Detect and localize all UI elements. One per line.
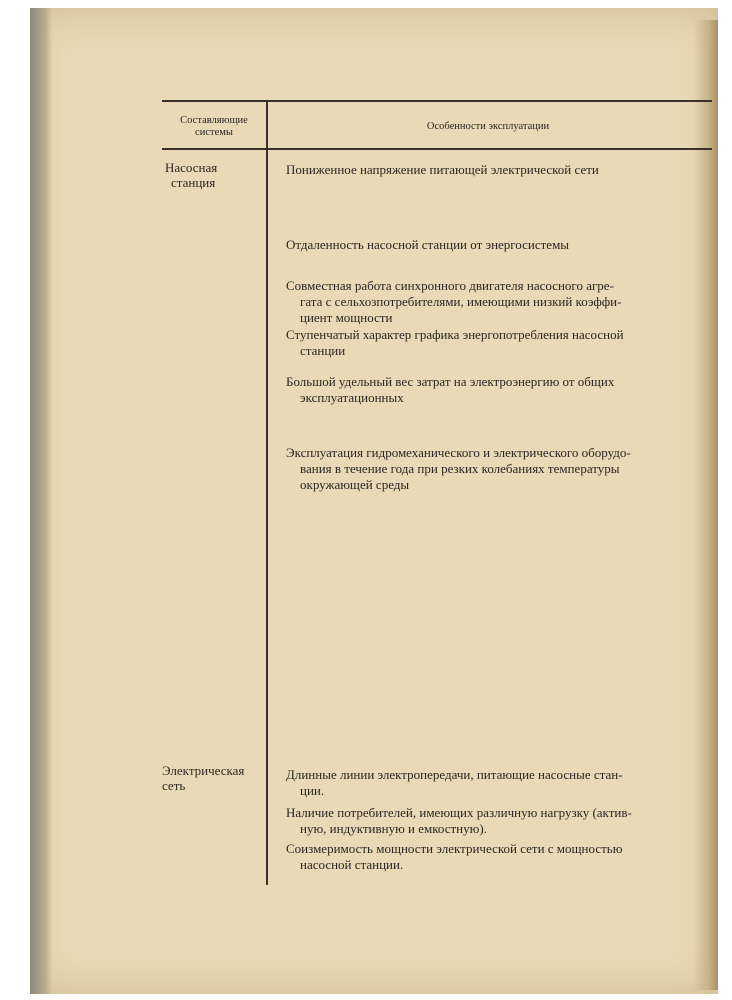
- feature-line: ную, индуктивную и емкостную).: [300, 821, 487, 836]
- header-bottom-rule: [162, 148, 712, 150]
- column-divider: [266, 101, 268, 885]
- system-label-line: Электрическая: [162, 763, 245, 778]
- feature-line: Большой удельный вес затрат на электроэнергию от общих: [286, 374, 615, 389]
- feature-remoteness: [286, 237, 696, 253]
- feature-line: циент мощности: [300, 310, 393, 325]
- system-pump-station: [165, 160, 263, 190]
- feature-low-voltage: [286, 162, 696, 178]
- header-features: Особенности эксплуатации: [426, 121, 550, 132]
- feature-line: ции.: [300, 783, 325, 798]
- feature-synchronous-motor: [286, 278, 696, 326]
- system-label-line: Насосная: [165, 160, 218, 175]
- system-electric-grid: [162, 763, 264, 793]
- feature-line: Соизмеримость мощности электрической сети с мощностью: [286, 841, 623, 856]
- system-label-line: сеть: [162, 778, 186, 793]
- feature-line: станции: [300, 343, 346, 358]
- binding-shadow: [30, 8, 52, 994]
- table-top-rule: [162, 100, 712, 102]
- feature-line: гата с сельхозпотребителями, имеющими низкий коэффи-: [300, 294, 622, 309]
- page-edge-shadow: [694, 20, 718, 990]
- feature-line: вания в течение года при резких колебаниях температуры: [300, 461, 620, 476]
- feature-line: насосной станции.: [300, 857, 404, 872]
- feature-equipment-operation: [286, 445, 696, 493]
- feature-line: Наличие потребителей, имеющих различную нагрузку (актив-: [286, 805, 632, 820]
- feature-load-types: [286, 805, 696, 837]
- header-systems-line: системы: [195, 127, 233, 138]
- feature-line: Отдаленность насосной станции от энергосистемы: [286, 237, 570, 252]
- header-systems-line: Составляющие: [180, 115, 248, 126]
- feature-line: Совместная работа синхронного двигателя насосного агре-: [286, 278, 614, 293]
- feature-long-lines: [286, 767, 696, 799]
- feature-line: окружающей среды: [300, 477, 410, 492]
- feature-energy-costs: [286, 374, 696, 406]
- header-systems: [166, 115, 262, 139]
- feature-line: Эксплуатация гидромеханического и электрического оборудо-: [286, 445, 631, 460]
- system-label-line: станция: [171, 175, 216, 190]
- feature-line: Пониженное напряжение питающей электрической сети: [286, 162, 599, 177]
- feature-stepped-schedule: [286, 327, 696, 359]
- feature-power-comparability: [286, 841, 696, 873]
- feature-line: Длинные линии электропередачи, питающие насосные стан-: [286, 767, 623, 782]
- feature-line: Ступенчатый характер графика энергопотребления насосной: [286, 327, 624, 342]
- feature-line: эксплуатационных: [300, 390, 404, 405]
